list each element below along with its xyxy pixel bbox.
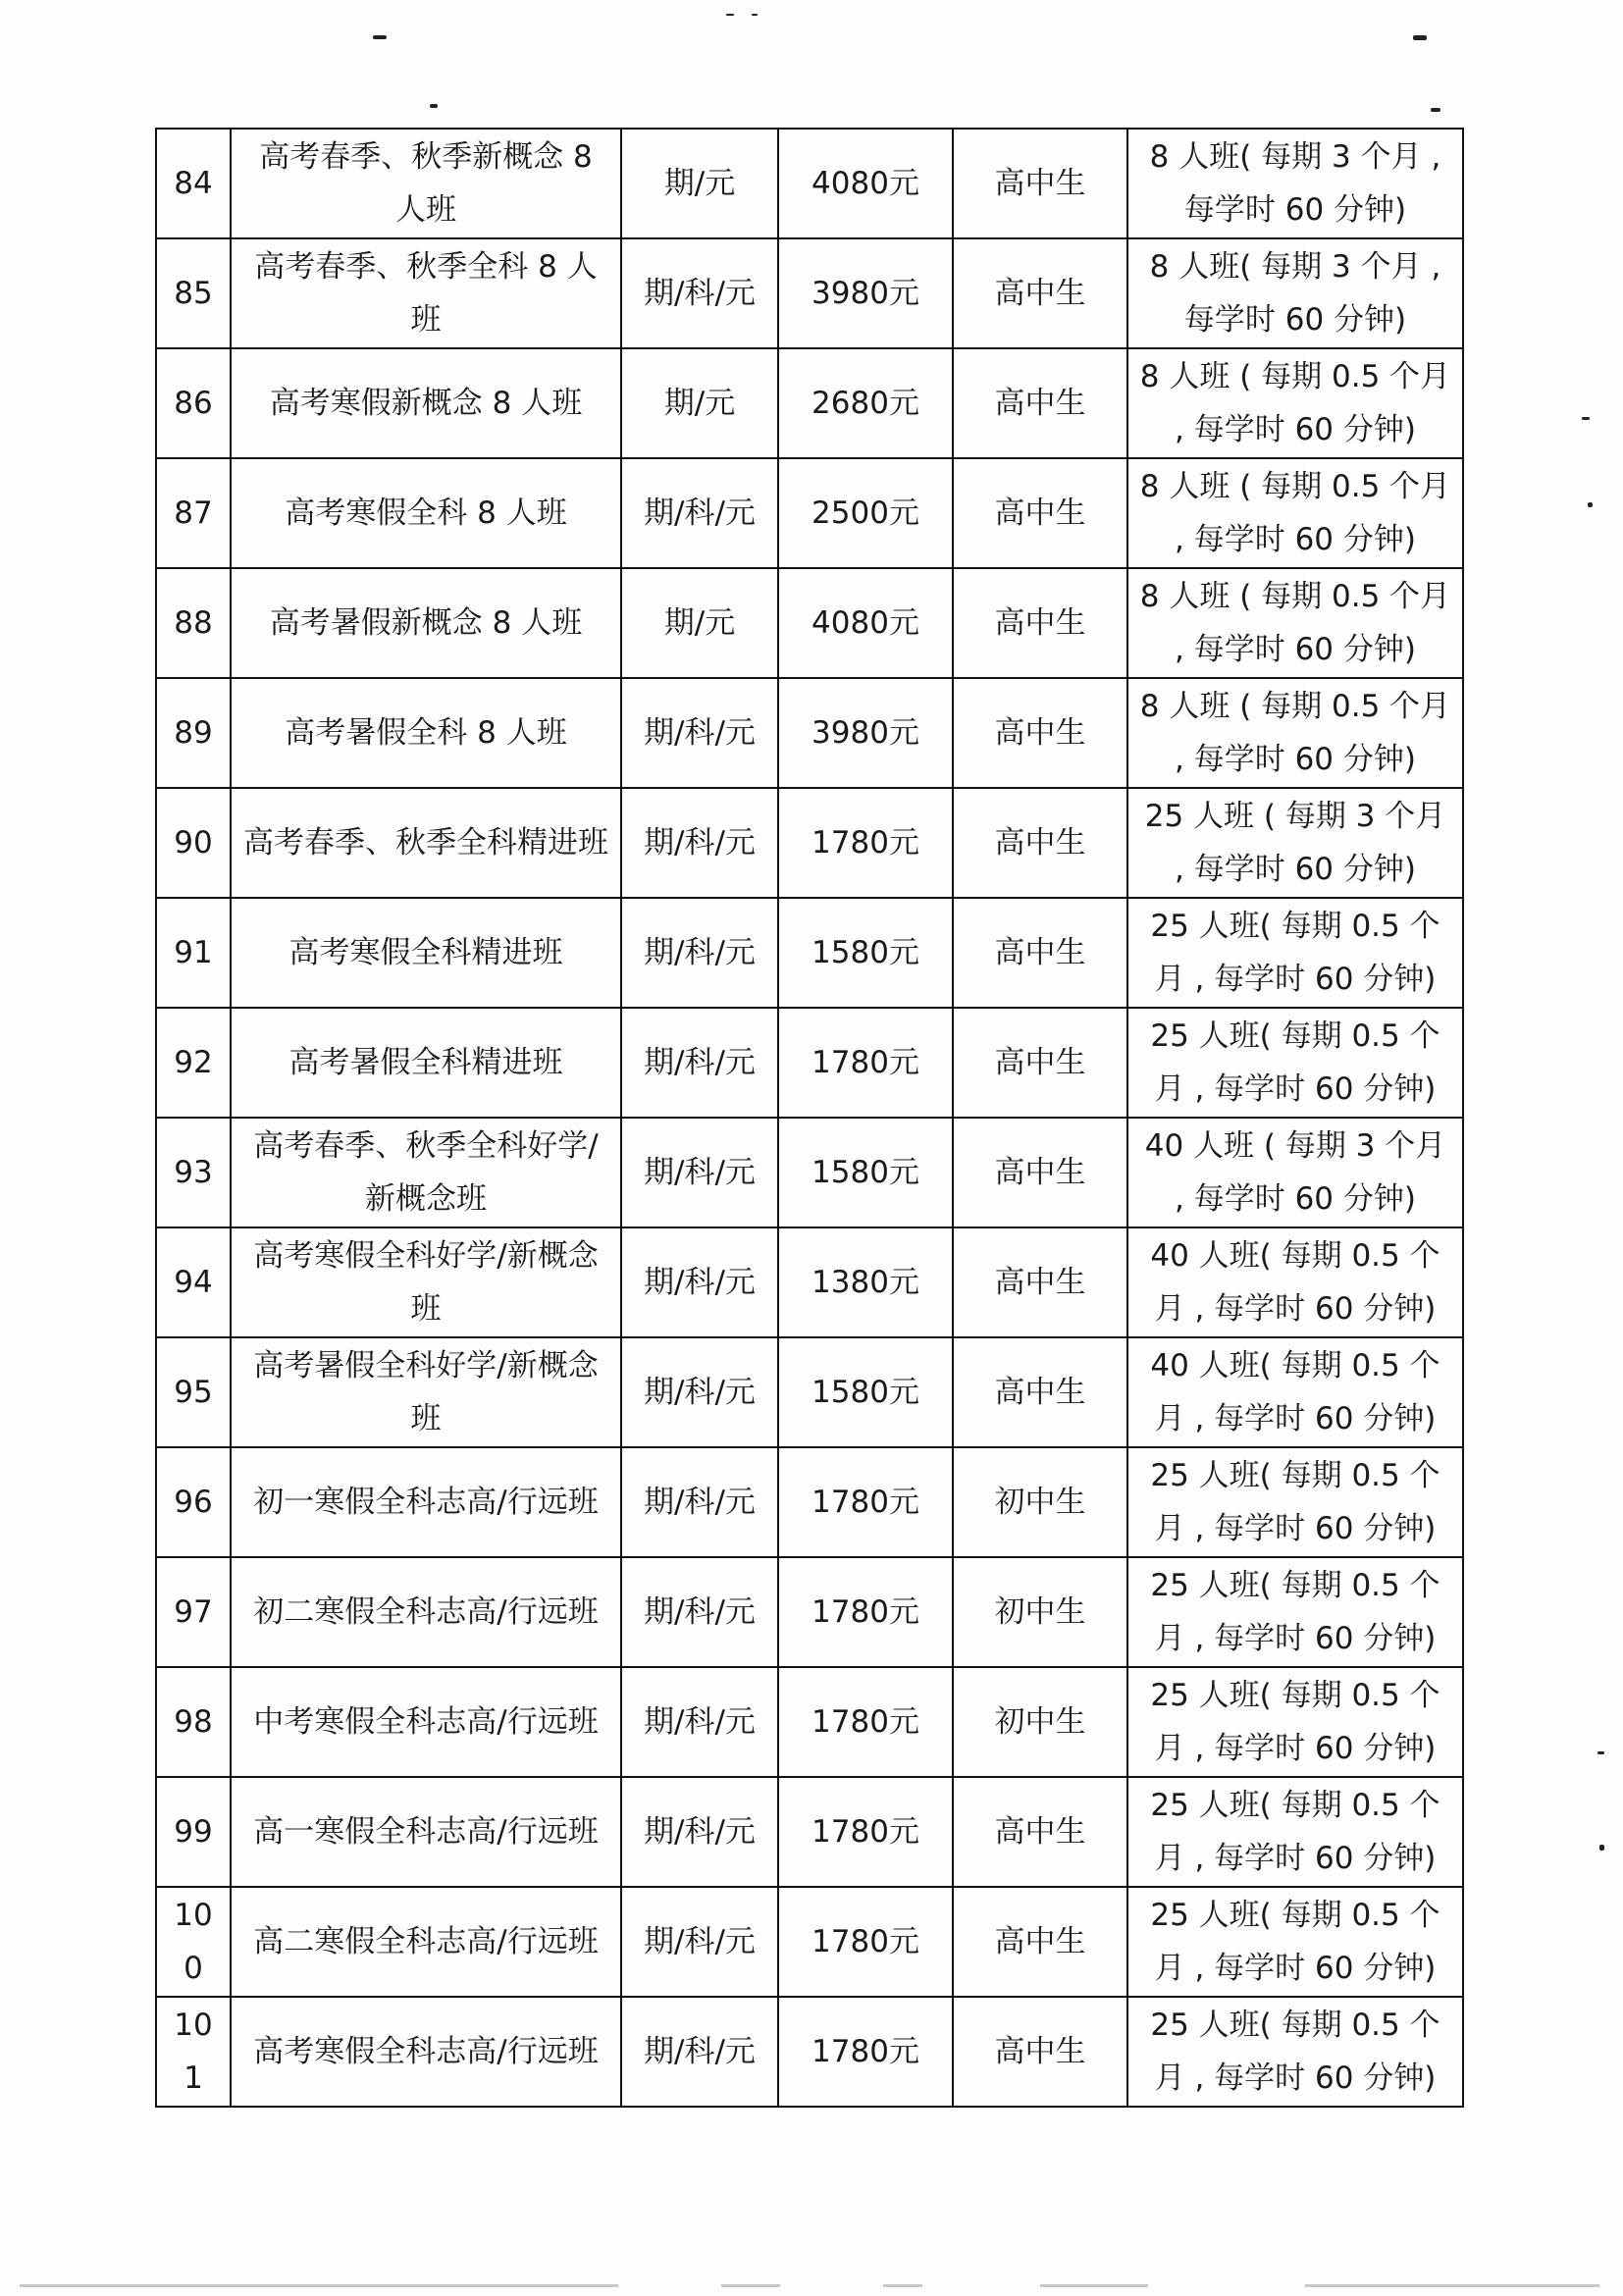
class-note: 40 人班( 每期 0.5 个月 , 每学时 60 分钟) <box>1127 1227 1463 1337</box>
target-students: 高中生 <box>953 898 1127 1008</box>
target-students: 初中生 <box>953 1557 1127 1667</box>
course-name: 高考寒假全科好学/新概念班 <box>231 1227 621 1337</box>
fee-unit: 期/科/元 <box>621 678 778 788</box>
table-row <box>156 898 1463 1008</box>
table-row <box>156 1777 1463 1887</box>
fee-price: 1580元 <box>778 898 953 1008</box>
course-name: 高一寒假全科志高/行远班 <box>231 1777 621 1887</box>
target-students: 高中生 <box>953 1887 1127 1997</box>
class-note: 40 人班 ( 每期 3 个月 , 每学时 60 分钟) <box>1127 1118 1463 1227</box>
fee-price: 1780元 <box>778 1008 953 1118</box>
row-number: 85 <box>156 238 231 348</box>
scan-speck <box>1431 108 1440 112</box>
row-number: 101 <box>156 1997 231 2107</box>
fee-price: 1780元 <box>778 1447 953 1557</box>
footer-scan-line <box>1305 2284 1599 2287</box>
row-number: 86 <box>156 348 231 458</box>
class-note: 25 人班( 每期 0.5 个月 , 每学时 60 分钟) <box>1127 1997 1463 2107</box>
table-row <box>156 788 1463 898</box>
course-name: 高考春季、秋季全科好学/新概念班 <box>231 1118 621 1227</box>
target-students: 高中生 <box>953 1337 1127 1447</box>
table-row <box>156 348 1463 458</box>
row-number: 95 <box>156 1337 231 1447</box>
row-number: 84 <box>156 129 231 238</box>
table-row <box>156 458 1463 568</box>
class-note: 25 人班( 每期 0.5 个月 , 每学时 60 分钟) <box>1127 1667 1463 1777</box>
course-name: 高考寒假全科精进班 <box>231 898 621 1008</box>
fee-unit: 期/科/元 <box>621 788 778 898</box>
fee-unit: 期/科/元 <box>621 1447 778 1557</box>
footer-scan-line <box>1040 2284 1148 2287</box>
scan-speck <box>752 14 758 16</box>
target-students: 高中生 <box>953 1997 1127 2107</box>
course-name: 高考寒假全科 8 人班 <box>231 458 621 568</box>
class-note: 25 人班( 每期 0.5 个月 , 每学时 60 分钟) <box>1127 1887 1463 1997</box>
fee-unit: 期/科/元 <box>621 1997 778 2107</box>
target-students: 初中生 <box>953 1667 1127 1777</box>
table-row <box>156 1887 1463 1997</box>
row-number: 100 <box>156 1887 231 1997</box>
course-name: 高二寒假全科志高/行远班 <box>231 1887 621 1997</box>
fee-price: 1580元 <box>778 1337 953 1447</box>
target-students: 高中生 <box>953 238 1127 348</box>
scan-speck <box>1597 1751 1604 1754</box>
row-number: 88 <box>156 568 231 678</box>
course-name: 初二寒假全科志高/行远班 <box>231 1557 621 1667</box>
fee-unit: 期/科/元 <box>621 898 778 1008</box>
class-note: 8 人班 ( 每期 0.5 个月 , 每学时 60 分钟) <box>1127 568 1463 678</box>
table-row <box>156 1118 1463 1227</box>
table-row <box>156 678 1463 788</box>
course-name: 高考暑假新概念 8 人班 <box>231 568 621 678</box>
target-students: 高中生 <box>953 678 1127 788</box>
course-name: 高考春季、秋季全科精进班 <box>231 788 621 898</box>
class-note: 8 人班( 每期 3 个月 , 每学时 60 分钟) <box>1127 238 1463 348</box>
row-number: 87 <box>156 458 231 568</box>
fee-price: 3980元 <box>778 238 953 348</box>
class-note: 25 人班( 每期 0.5 个月 , 每学时 60 分钟) <box>1127 1557 1463 1667</box>
fee-unit: 期/科/元 <box>621 1227 778 1337</box>
row-number: 93 <box>156 1118 231 1227</box>
fee-unit: 期/元 <box>621 568 778 678</box>
fee-price: 1380元 <box>778 1227 953 1337</box>
fee-unit: 期/科/元 <box>621 1777 778 1887</box>
row-number: 89 <box>156 678 231 788</box>
target-students: 高中生 <box>953 788 1127 898</box>
scan-speck <box>1413 35 1427 40</box>
fee-price: 1780元 <box>778 1557 953 1667</box>
target-students: 高中生 <box>953 1227 1127 1337</box>
row-number: 97 <box>156 1557 231 1667</box>
class-note: 8 人班 ( 每期 0.5 个月 , 每学时 60 分钟) <box>1127 678 1463 788</box>
fee-price: 1780元 <box>778 1777 953 1887</box>
class-note: 40 人班( 每期 0.5 个月 , 每学时 60 分钟) <box>1127 1337 1463 1447</box>
fee-price: 1580元 <box>778 1118 953 1227</box>
table-row <box>156 1557 1463 1667</box>
row-number: 90 <box>156 788 231 898</box>
target-students: 高中生 <box>953 348 1127 458</box>
scan-speck <box>726 14 734 16</box>
table-row <box>156 1227 1463 1337</box>
table-row <box>156 1667 1463 1777</box>
target-students: 初中生 <box>953 1447 1127 1557</box>
class-note: 25 人班( 每期 0.5 个月 , 每学时 60 分钟) <box>1127 1447 1463 1557</box>
class-note: 8 人班 ( 每期 0.5 个月 , 每学时 60 分钟) <box>1127 348 1463 458</box>
fee-unit: 期/元 <box>621 129 778 238</box>
footer-scan-line <box>883 2284 922 2287</box>
row-number: 91 <box>156 898 231 1008</box>
fee-price: 3980元 <box>778 678 953 788</box>
fee-unit: 期/科/元 <box>621 1337 778 1447</box>
table-row <box>156 1008 1463 1118</box>
scan-speck <box>1582 417 1590 420</box>
fee-price: 2680元 <box>778 348 953 458</box>
scan-speck <box>1599 1845 1604 1851</box>
class-note: 8 人班( 每期 3 个月 , 每学时 60 分钟) <box>1127 129 1463 238</box>
target-students: 高中生 <box>953 1008 1127 1118</box>
scan-speck <box>373 35 387 39</box>
table-row <box>156 1337 1463 1447</box>
footer-scan-line <box>721 2284 780 2287</box>
row-number: 98 <box>156 1667 231 1777</box>
row-number: 96 <box>156 1447 231 1557</box>
fee-unit: 期/科/元 <box>621 1887 778 1997</box>
fee-table <box>155 128 1464 2108</box>
course-name: 中考寒假全科志高/行远班 <box>231 1667 621 1777</box>
target-students: 高中生 <box>953 458 1127 568</box>
course-name: 高考春季、秋季全科 8 人班 <box>231 238 621 348</box>
fee-table-body <box>156 129 1463 2107</box>
fee-unit: 期/科/元 <box>621 1008 778 1118</box>
fee-unit: 期/科/元 <box>621 238 778 348</box>
fee-price: 1780元 <box>778 1997 953 2107</box>
table-row <box>156 238 1463 348</box>
fee-price: 4080元 <box>778 129 953 238</box>
scan-speck <box>1588 502 1593 507</box>
row-number: 92 <box>156 1008 231 1118</box>
fee-unit: 期/科/元 <box>621 1557 778 1667</box>
class-note: 25 人班 ( 每期 3 个月 , 每学时 60 分钟) <box>1127 788 1463 898</box>
class-note: 25 人班( 每期 0.5 个月 , 每学时 60 分钟) <box>1127 898 1463 1008</box>
fee-price: 2500元 <box>778 458 953 568</box>
target-students: 高中生 <box>953 129 1127 238</box>
fee-price: 1780元 <box>778 1667 953 1777</box>
row-number: 94 <box>156 1227 231 1337</box>
course-name: 高考寒假全科志高/行远班 <box>231 1997 621 2107</box>
scan-speck <box>430 104 438 108</box>
table-row <box>156 1997 1463 2107</box>
class-note: 8 人班 ( 每期 0.5 个月 , 每学时 60 分钟) <box>1127 458 1463 568</box>
table-row <box>156 129 1463 238</box>
table-row <box>156 568 1463 678</box>
fee-unit: 期/科/元 <box>621 1667 778 1777</box>
course-name: 高考寒假新概念 8 人班 <box>231 348 621 458</box>
row-number: 99 <box>156 1777 231 1887</box>
fee-price: 4080元 <box>778 568 953 678</box>
fee-unit: 期/科/元 <box>621 1118 778 1227</box>
course-name: 高考春季、秋季新概念 8 人班 <box>231 129 621 238</box>
fee-unit: 期/科/元 <box>621 458 778 568</box>
course-name: 高考暑假全科好学/新概念班 <box>231 1337 621 1447</box>
fee-unit: 期/元 <box>621 348 778 458</box>
course-name: 高考暑假全科 8 人班 <box>231 678 621 788</box>
target-students: 高中生 <box>953 1118 1127 1227</box>
class-note: 25 人班( 每期 0.5 个月 , 每学时 60 分钟) <box>1127 1008 1463 1118</box>
target-students: 高中生 <box>953 568 1127 678</box>
target-students: 高中生 <box>953 1777 1127 1887</box>
fee-price: 1780元 <box>778 1887 953 1997</box>
fee-price: 1780元 <box>778 788 953 898</box>
course-name: 初一寒假全科志高/行远班 <box>231 1447 621 1557</box>
table-row <box>156 1447 1463 1557</box>
course-name: 高考暑假全科精进班 <box>231 1008 621 1118</box>
footer-scan-line <box>20 2284 618 2287</box>
class-note: 25 人班( 每期 0.5 个月 , 每学时 60 分钟) <box>1127 1777 1463 1887</box>
